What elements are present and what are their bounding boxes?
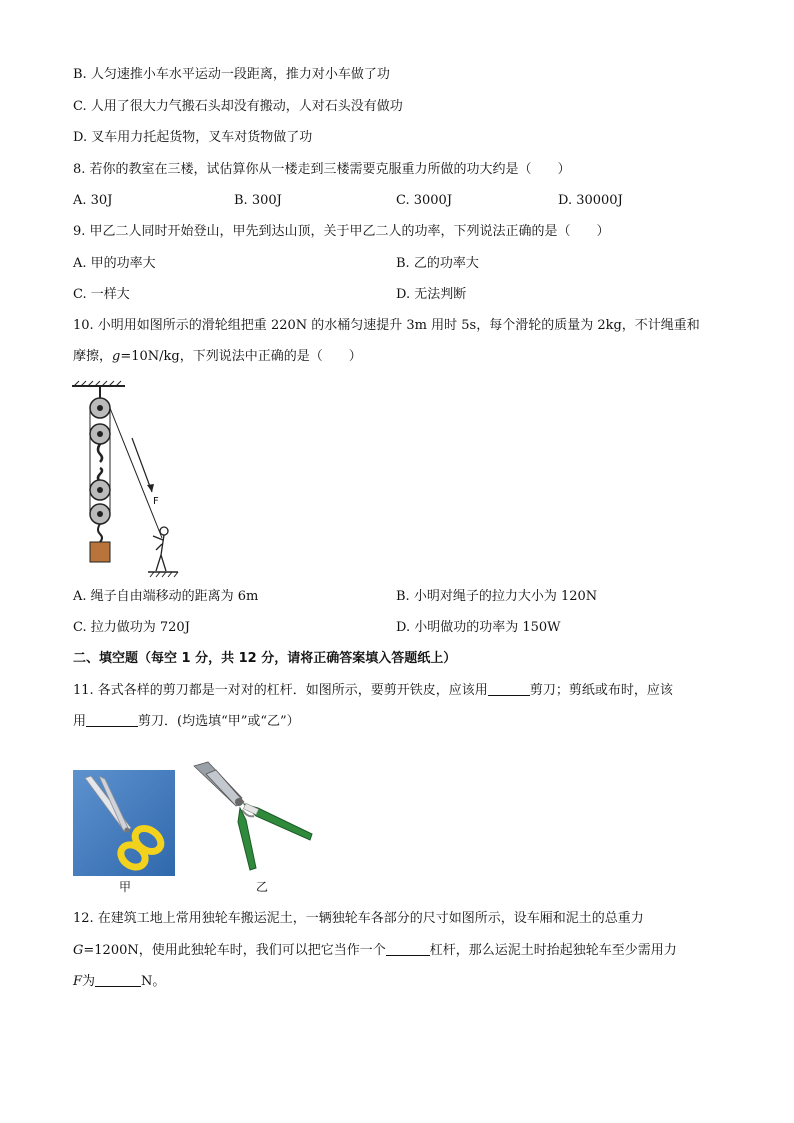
q12-text-a: =1200N，使用此独轮车时，我们可以把它当作一个	[83, 943, 386, 958]
q11-text-c: 用	[73, 714, 87, 729]
scissors-pivot	[125, 828, 130, 833]
q12-text-b: 杠杆，那么运泥土时抬起独轮车至少需用力	[429, 943, 677, 958]
caption-right: 乙	[256, 880, 269, 894]
load-box	[90, 542, 110, 562]
q11-text-b: 剪刀；剪纸或布时，应该	[529, 683, 673, 698]
person-figure	[153, 527, 168, 571]
q12-line1: 12. 在建筑工地上常用独轮车搬运泥土，一辆独轮车各部分的尺寸如图所示，设车厢和泥土的总重力	[73, 911, 644, 926]
q12-text-c: 为	[82, 974, 96, 989]
q11-line2	[73, 712, 300, 731]
q7-option-d: D. 叉车用力托起货物，叉车对货物做了功	[73, 130, 313, 145]
q9-option-d: D. 无法判断	[396, 287, 467, 302]
q10-g-symbol: g	[112, 349, 121, 364]
q12-text-d: N。	[141, 974, 166, 989]
caption-left: 甲	[119, 880, 132, 894]
q12-f-symbol: F	[73, 974, 83, 989]
q11-text-d: 剪刀．(均选填“甲”或“乙”）	[138, 714, 300, 729]
q11-blank-2[interactable]	[86, 712, 138, 727]
snips-pivot	[235, 798, 243, 806]
q8-option-d: D. 30000J	[558, 193, 623, 208]
force-arrowhead	[147, 484, 154, 492]
q8-stem: 8. 若你的教室在三楼，试估算你从一楼走到三楼需要克服重力所做的功大约是（ ）	[73, 162, 571, 177]
q10-option-a: A. 绳子自由端移动的距离为 6m	[73, 589, 259, 604]
tin-snips-image	[186, 758, 318, 876]
pulley-system-figure	[70, 378, 180, 578]
q12-g-symbol: G	[73, 943, 84, 958]
q12-line2	[73, 941, 677, 960]
q10-option-b: B. 小明对绳子的拉力大小为 120N	[396, 589, 598, 604]
section-heading: 二、填空题（每空 1 分，共 12 分，请将正确答案填入答题纸上）	[73, 651, 457, 666]
q10-option-d: D. 小明做功的功率为 150W	[396, 620, 561, 635]
q10-stem-line2	[73, 348, 362, 366]
force-label-f: F	[153, 496, 159, 507]
q8-option-c: C. 3000J	[396, 193, 453, 208]
q8-option-a: A. 30J	[73, 193, 113, 208]
q12-blank-2[interactable]	[95, 972, 141, 987]
q9-option-b: B. 乙的功率大	[396, 256, 479, 271]
snips-handle-1	[238, 808, 256, 870]
lower-hook	[98, 524, 102, 542]
q9-option-c: C. 一样大	[73, 287, 130, 302]
q10-option-c: C. 拉力做功为 720J	[73, 620, 190, 635]
q10-stem-line1: 10. 小明用如图所示的滑轮组把重 220N 的水桶匀速提升 3m 用时 5s，每个滑轮的质量为 2kg，不计绳重和	[73, 318, 700, 333]
q9-option-a: A. 甲的功率大	[73, 256, 156, 271]
q11-text-a: 11. 各式各样的剪刀都是一对对的杠杆．如图所示，要剪开铁皮，应该用	[73, 683, 488, 698]
q12-line3	[73, 972, 165, 991]
q11-blank-1[interactable]	[488, 681, 530, 696]
q8-option-b: B. 300J	[234, 193, 282, 208]
q12-blank-1[interactable]	[386, 941, 430, 956]
scissors-photo	[73, 770, 175, 876]
q10-stem-text-b: =10N/kg，下列说法中正确的是（ ）	[120, 349, 362, 364]
q10-stem-text-a: 摩擦，	[73, 349, 113, 364]
upper-hook	[98, 444, 102, 462]
q11-line1	[73, 681, 673, 700]
q7-option-b: B. 人匀速推小车水平运动一段距离，推力对小车做了功	[73, 67, 390, 82]
force-arrow	[132, 438, 152, 492]
q9-stem: 9. 甲乙二人同时开始登山，甲先到达山顶，关于甲乙二人的功率，下列说法正确的是（ ）	[73, 224, 610, 239]
q7-option-c: C. 人用了很大力气搬石头却没有搬动，人对石头没有做功	[73, 99, 403, 114]
